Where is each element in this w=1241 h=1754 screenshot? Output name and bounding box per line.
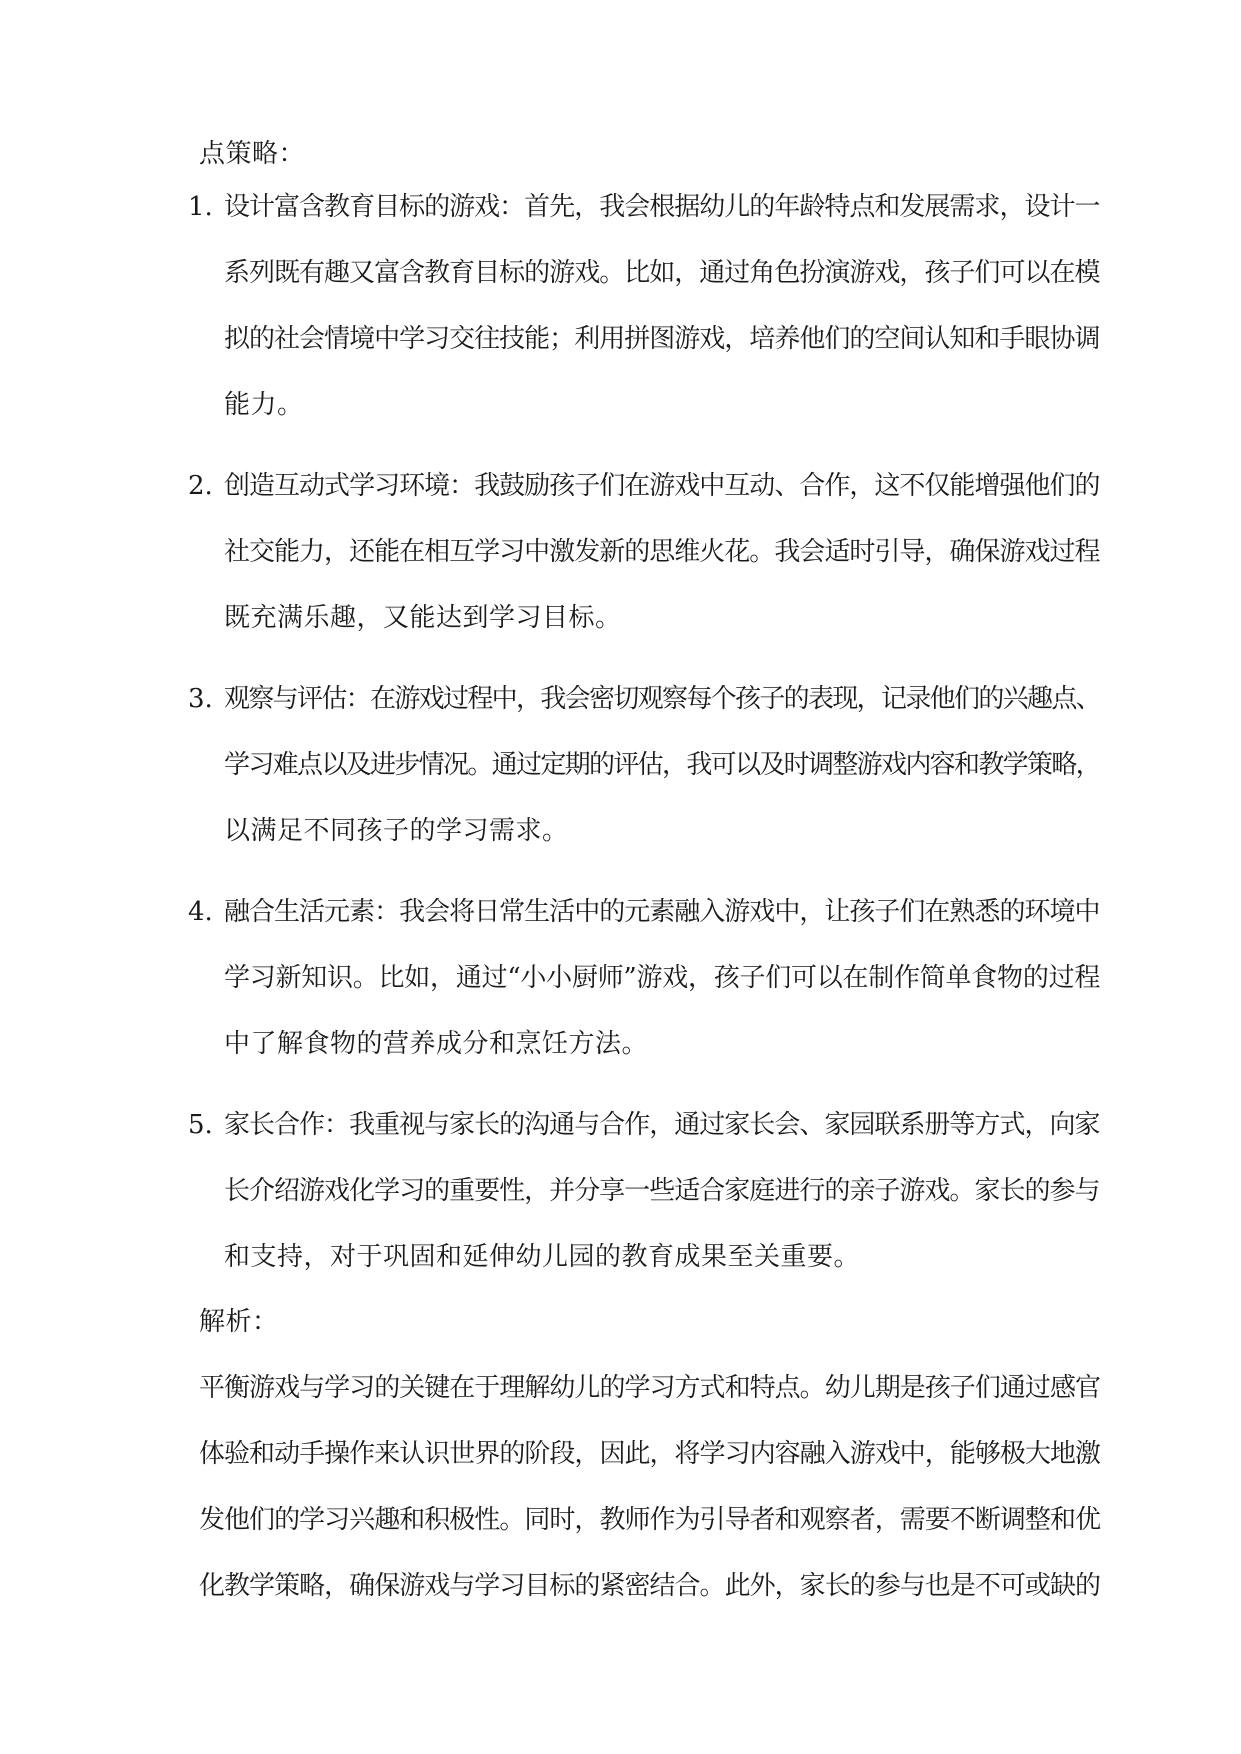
- list-item-line: 家长合作：我重视与家长的沟通与合作，通过家长会、家园联系册等方式，向家: [224, 1110, 1100, 1140]
- intro-fragment: 点策略：: [199, 139, 306, 169]
- analysis-line: 发他们的学习兴趣和积极性。同时，教师作为引导者和观察者，需要不断调整和优: [199, 1505, 1101, 1535]
- analysis-line: 化教学策略，确保游戏与学习目标的紧密结合。此外，家长的参与也是不可或缺的: [199, 1571, 1101, 1601]
- list-item-number: 5.: [188, 1110, 213, 1140]
- list-item-line: 创造互动式学习环境：我鼓励孩子们在游戏中互动、合作，这不仅能增强他们的: [224, 471, 1100, 501]
- list-item-line: 设计富含教育目标的游戏：首先，我会根据幼儿的年龄特点和发展需求，设计一: [224, 192, 1100, 222]
- analysis-heading: 解析：: [199, 1307, 279, 1337]
- analysis-line: 平衡游戏与学习的关键在于理解幼儿的学习方式和特点。幼儿期是孩子们通过感官: [199, 1373, 1101, 1403]
- list-item-line: 融合生活元素：我会将日常生活中的元素融入游戏中，让孩子们在熟悉的环境中: [224, 897, 1100, 927]
- list-item-line: 以满足不同孩子的学习需求。: [224, 816, 569, 846]
- list-item-line: 能力。: [224, 390, 304, 420]
- list-item-line: 拟的社会情境中学习交往技能；利用拼图游戏，培养他们的空间认知和手眼协调: [224, 324, 1100, 354]
- list-item-line: 中了解食物的营养成分和烹饪方法。: [224, 1029, 649, 1059]
- list-item-line: 观察与评估：在游戏过程中，我会密切观察每个孩子的表现，记录他们的兴趣点、: [224, 684, 1101, 714]
- list-item-line: 社交能力，还能在相互学习中激发新的思维火花。我会适时引导，确保游戏过程: [224, 537, 1100, 567]
- list-item-line: 系列既有趣又富含教育目标的游戏。比如，通过角色扮演游戏，孩子们可以在模: [224, 258, 1100, 288]
- list-item-line: 长介绍游戏化学习的重要性，并分享一些适合家庭进行的亲子游戏。家长的参与: [224, 1176, 1100, 1206]
- list-item-line: 学习难点以及进步情况。通过定期的评估，我可以及时调整游戏内容和教学策略，: [224, 750, 1101, 780]
- list-item-number: 4.: [188, 897, 213, 927]
- list-item-number: 3.: [188, 684, 213, 714]
- analysis-line: 体验和动手操作来认识世界的阶段，因此，将学习内容融入游戏中，能够极大地激: [199, 1439, 1101, 1469]
- list-item-number: 1.: [188, 192, 213, 222]
- list-item-line: 学习新知识。比如，通过“小小厨师”游戏，孩子们可以在制作简单食物的过程: [224, 963, 1101, 993]
- list-item-line: 既充满乐趣，又能达到学习目标。: [224, 603, 622, 633]
- list-item-line: 和支持，对于巩固和延伸幼儿园的教育成果至关重要。: [224, 1242, 861, 1272]
- list-item-number: 2.: [188, 471, 213, 501]
